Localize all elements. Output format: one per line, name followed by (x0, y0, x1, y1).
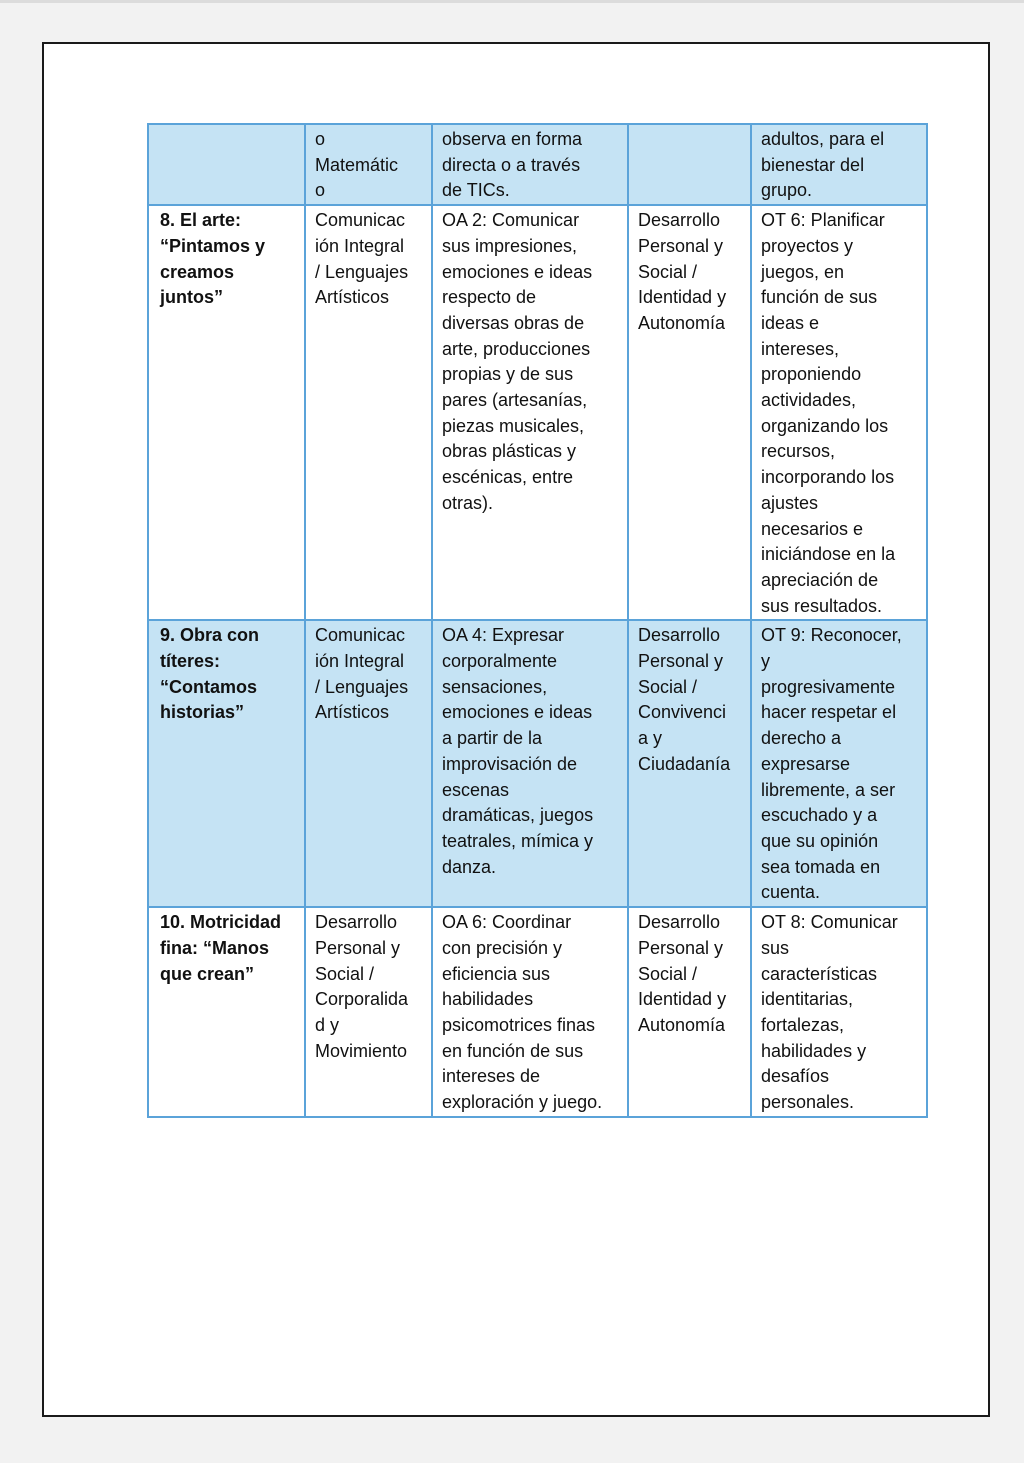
ot-area-cell: Desarrollo Personal y Social / Convivenci a y Ciudadanía (628, 620, 751, 907)
activity-cell: 9. Obra con títeres: “Contamos historias” (148, 620, 305, 907)
ot-area-cell: Desarrollo Personal y Social / Identidad y Autonomía (628, 205, 751, 620)
ot-area-cell: Desarrollo Personal y Social / Identidad y Autonomía (628, 907, 751, 1117)
oa-cell: OA 4: Expresar corporalmente sensaciones, emociones e ideas a partir de la improvisación de escenas dramáticas, juegos teatrales, mímica y danza. (432, 620, 628, 907)
document-page (42, 42, 990, 1417)
table-row (148, 907, 927, 1117)
ot-cell: OT 9: Reconocer, y progresivamente hacer respetar el derecho a expresarse libremente, a ser escuchado y a que su opinión sea tomada en cuenta. (751, 620, 927, 907)
activity-cell: 8. El arte: “Pintamos y creamos juntos” (148, 205, 305, 620)
nucleus-cell: Comunicac ión Integral / Lenguajes Artísticos (305, 620, 432, 907)
screen-top-edge (0, 0, 1024, 3)
planning-table (147, 123, 928, 1118)
table-row (148, 205, 927, 620)
nucleus-cell: o Matemátic o (305, 124, 432, 205)
ot-cell: adultos, para el bienestar del grupo. (751, 124, 927, 205)
table-row (148, 124, 927, 205)
nucleus-cell: Desarrollo Personal y Social / Corporalida d y Movimiento (305, 907, 432, 1117)
nucleus-cell: Comunicac ión Integral / Lenguajes Artísticos (305, 205, 432, 620)
activity-cell: 10. Motricidad fina: “Manos que crean” (148, 907, 305, 1117)
ot-cell: OT 8: Comunicar sus características identitarias, fortalezas, habilidades y desafíos personales. (751, 907, 927, 1117)
activity-cell (148, 124, 305, 205)
table-row (148, 620, 927, 907)
oa-cell: OA 2: Comunicar sus impresiones, emociones e ideas respecto de diversas obras de arte, producciones propias y de sus pares (artesanías, piezas musicales, obras plásticas y escénicas, entre otras). (432, 205, 628, 620)
ot-area-cell (628, 124, 751, 205)
ot-cell: OT 6: Planificar proyectos y juegos, en función de sus ideas e intereses, proponiendo actividades, organizando los recursos, incorporando los ajustes necesarios e iniciándose en la apreciación de sus resultados. (751, 205, 927, 620)
oa-cell: OA 6: Coordinar con precisión y eficiencia sus habilidades psicomotrices finas en función de sus intereses de exploración y juego. (432, 907, 628, 1117)
oa-cell: observa en forma directa o a través de TICs. (432, 124, 628, 205)
